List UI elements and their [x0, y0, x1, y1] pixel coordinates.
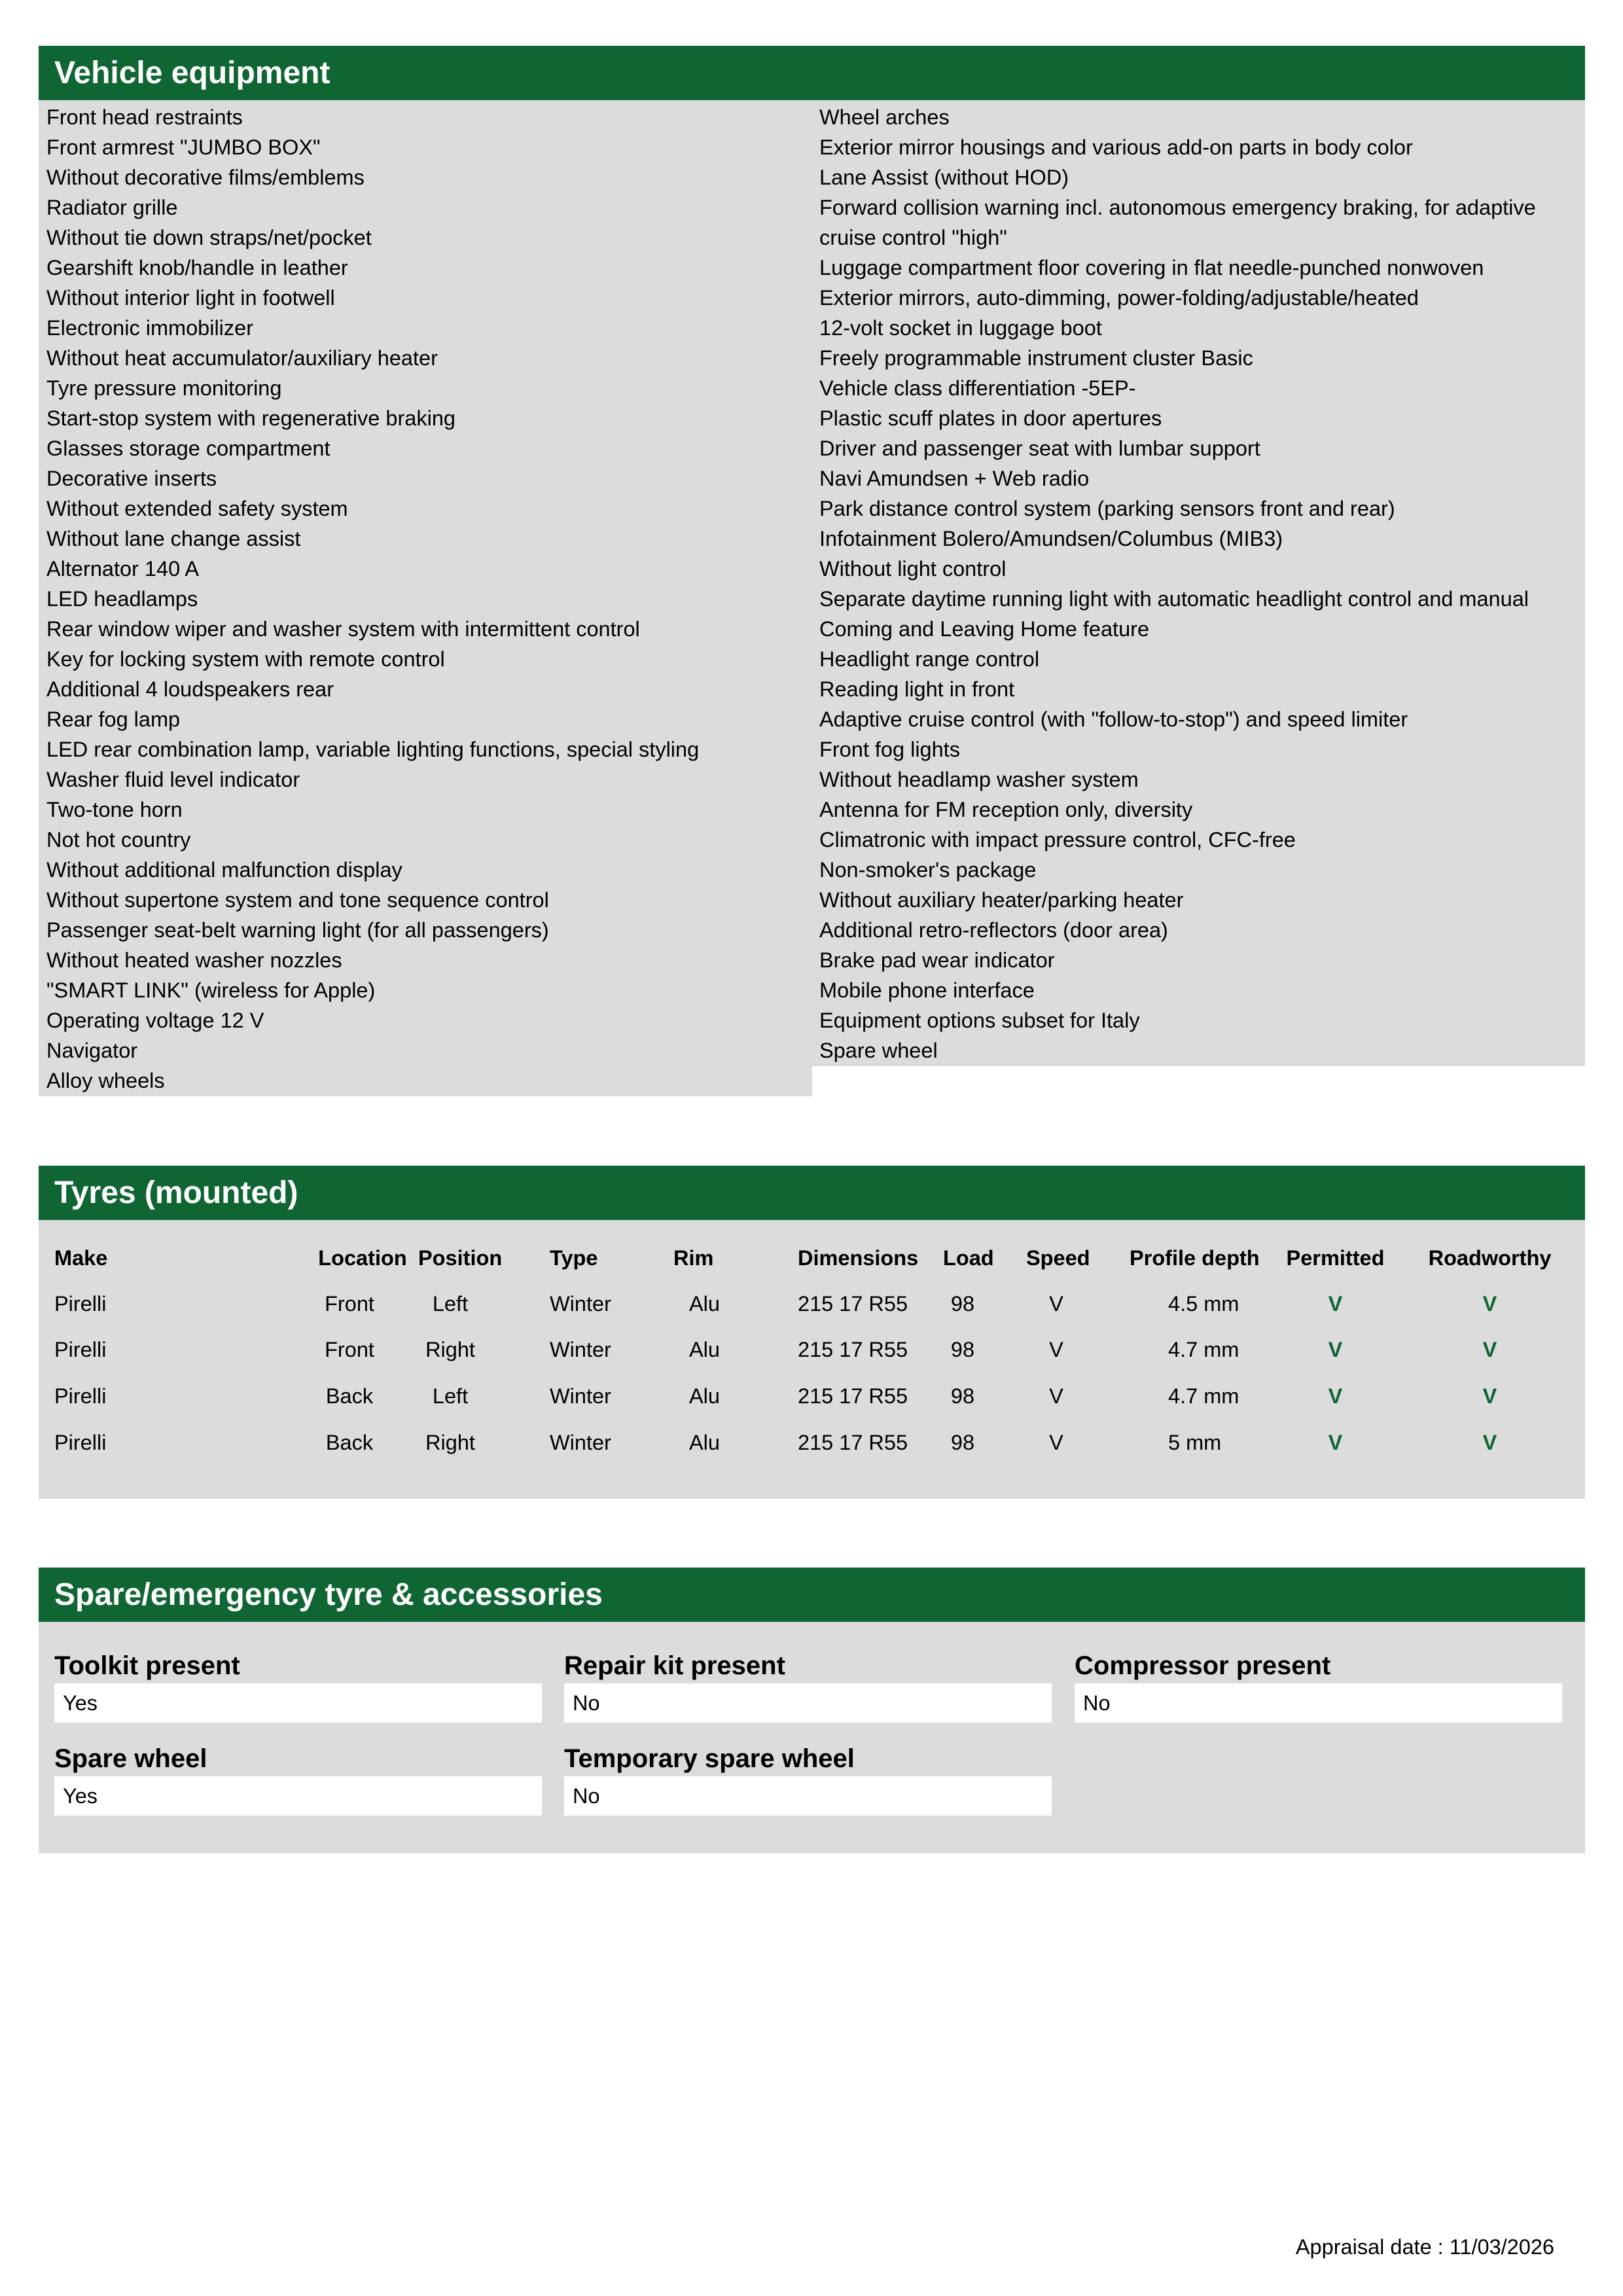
equipment-item: Start-stop system with regenerative braking — [46, 406, 455, 430]
roadworthy-check-icon: V — [1482, 1384, 1497, 1408]
equipment-item: Exterior mirror housings and various add-on parts in body color — [819, 135, 1413, 159]
equipment-item: "SMART LINK" (wireless for Apple) — [46, 978, 376, 1002]
equipment-item: Without additional malfunction display — [46, 858, 402, 882]
permitted-check-icon: V — [1328, 1431, 1343, 1454]
cell-type: Winter — [550, 1431, 611, 1454]
compressor-label: Compressor present — [1075, 1651, 1331, 1680]
cell-type: Winter — [550, 1384, 611, 1408]
spare-header — [39, 1568, 1585, 1622]
cell-rim: Alu — [689, 1338, 720, 1361]
cell-dimensions: 215 17 R55 — [798, 1431, 908, 1454]
column-header-profile-depth: Profile depth — [1130, 1246, 1260, 1270]
tyres-header — [39, 1166, 1585, 1220]
cell-position: Left — [432, 1384, 469, 1408]
equipment-item: Additional retro-reflectors (door area) — [819, 918, 1168, 942]
equipment-item: Without tie down straps/net/pocket — [46, 226, 372, 249]
cell-dimensions: 215 17 R55 — [798, 1292, 908, 1316]
column-header-load: Load — [943, 1246, 994, 1270]
roadworthy-check-icon: V — [1482, 1431, 1497, 1454]
cell-load: 98 — [950, 1431, 975, 1454]
equipment-item: Brake pad wear indicator — [819, 948, 1055, 972]
equipment-item: LED rear combination lamp, variable lighting functions, special styling — [46, 738, 700, 761]
cell-make: Pirelli — [54, 1384, 107, 1408]
equipment-item: Navi Amundsen + Web radio — [819, 467, 1090, 490]
temporary-spare-wheel-label: Temporary spare wheel — [564, 1744, 855, 1773]
equipment-item: Tyre pressure monitoring — [46, 376, 282, 400]
equipment-item: Without headlamp washer system — [819, 768, 1139, 791]
cell-make: Pirelli — [54, 1338, 107, 1361]
column-header-rim: Rim — [673, 1246, 714, 1270]
cell-profile-depth: 4.7 mm — [1168, 1338, 1240, 1361]
equipment-item: Infotainment Bolero/Amundsen/Columbus (MIB3) — [819, 527, 1283, 550]
toolkit-label: Toolkit present — [54, 1651, 240, 1680]
equipment-item: Electronic immobilizer — [46, 316, 254, 340]
equipment-item: Passenger seat-belt warning light (for all passengers) — [46, 918, 549, 942]
equipment-item: Reading light in front — [819, 677, 1015, 701]
cell-type: Winter — [550, 1338, 611, 1361]
equipment-item: Wheel arches — [819, 105, 950, 129]
column-header-position: Position — [418, 1246, 503, 1270]
equipment-item: Rear window wiper and washer system with intermittent control — [46, 617, 640, 641]
equipment-list-right — [812, 100, 1585, 1066]
permitted-check-icon: V — [1328, 1384, 1343, 1408]
cell-dimensions: 215 17 R55 — [798, 1384, 908, 1408]
equipment-item: Park distance control system (parking sensors front and rear) — [819, 497, 1395, 520]
column-header-permitted: Permitted — [1286, 1246, 1385, 1270]
equipment-item: Key for locking system with remote control — [46, 647, 445, 671]
repair-kit-label: Repair kit present — [564, 1651, 785, 1680]
equipment-item: Alternator 140 A — [46, 557, 200, 581]
cell-position: Right — [425, 1338, 475, 1361]
cell-location: Back — [325, 1384, 374, 1408]
equipment-item: Without heat accumulator/auxiliary heater — [46, 346, 438, 370]
appraisal-date: Appraisal date : 11/03/2026 — [1295, 2235, 1554, 2259]
permitted-check-icon: V — [1328, 1292, 1343, 1316]
cell-profile-depth: 4.5 mm — [1168, 1292, 1240, 1316]
equipment-item: Gearshift knob/handle in leather — [46, 256, 348, 279]
repair-kit-value: No — [564, 1683, 1052, 1723]
spare-wheel-value: Yes — [54, 1776, 542, 1816]
equipment-item: Separate daytime running light with automatic headlight control and manual — [819, 587, 1529, 611]
equipment-item: Alloy wheels — [46, 1069, 165, 1092]
column-header-speed: Speed — [1026, 1246, 1090, 1270]
cell-dimensions: 215 17 R55 — [798, 1338, 908, 1361]
equipment-item: Driver and passenger seat with lumbar support — [819, 437, 1260, 460]
equipment-item: Spare wheel — [819, 1039, 938, 1062]
equipment-item: Coming and Leaving Home feature — [819, 617, 1150, 641]
vehicle-equipment-header — [39, 46, 1585, 100]
equipment-item: Exterior mirrors, auto-dimming, power-folding/adjustable/heated — [819, 286, 1419, 310]
column-header-type: Type — [550, 1246, 598, 1270]
column-header-location: Location — [318, 1246, 407, 1270]
cell-position: Right — [425, 1431, 475, 1454]
equipment-item: Without auxiliary heater/parking heater — [819, 888, 1184, 912]
equipment-item: Front armrest "JUMBO BOX" — [46, 135, 321, 159]
equipment-item: Not hot country — [46, 828, 191, 852]
cell-make: Pirelli — [54, 1292, 107, 1316]
equipment-item: Antenna for FM reception only, diversity — [819, 798, 1193, 821]
equipment-item: Decorative inserts — [46, 467, 217, 490]
tyres-table — [39, 1220, 1585, 1499]
cell-rim: Alu — [689, 1431, 720, 1454]
cell-speed: V — [1049, 1292, 1063, 1316]
equipment-item: Operating voltage 12 V — [46, 1009, 264, 1032]
toolkit-value: Yes — [54, 1683, 542, 1723]
equipment-item: Two-tone horn — [46, 798, 183, 821]
equipment-item: Front head restraints — [46, 105, 243, 129]
equipment-item: Front fog lights — [819, 738, 960, 761]
cell-rim: Alu — [689, 1384, 720, 1408]
equipment-item: Rear fog lamp — [46, 708, 181, 731]
equipment-item: Without lane change assist — [46, 527, 301, 550]
equipment-item: Washer fluid level indicator — [46, 768, 300, 791]
cell-load: 98 — [950, 1384, 975, 1408]
equipment-item: Adaptive cruise control (with "follow-to-stop") and speed limiter — [819, 708, 1408, 731]
spare-accessories-panel — [39, 1622, 1585, 1854]
cell-load: 98 — [950, 1292, 975, 1316]
equipment-list-left — [39, 100, 812, 1096]
cell-position: Left — [432, 1292, 469, 1316]
equipment-item: Mobile phone interface — [819, 978, 1035, 1002]
equipment-item: Equipment options subset for Italy — [819, 1009, 1140, 1032]
equipment-item: Freely programmable instrument cluster Basic — [819, 346, 1253, 370]
equipment-item: Additional 4 loudspeakers rear — [46, 677, 334, 701]
section-title: Tyres (mounted) — [54, 1175, 298, 1210]
equipment-item: Non-smoker's package — [819, 858, 1037, 882]
section-title: Vehicle equipment — [54, 56, 330, 90]
equipment-item: Without extended safety system — [46, 497, 348, 520]
equipment-item: Without light control — [819, 557, 1007, 581]
cell-speed: V — [1049, 1431, 1063, 1454]
column-header-dimensions: Dimensions — [798, 1246, 919, 1270]
equipment-item: Without interior light in footwell — [46, 286, 335, 310]
equipment-item: 12-volt socket in luggage boot — [819, 316, 1102, 340]
compressor-value: No — [1075, 1683, 1562, 1723]
equipment-item: Luggage compartment floor covering in flat needle-punched nonwoven — [819, 256, 1484, 279]
column-header-roadworthy: Roadworthy — [1428, 1246, 1552, 1270]
cell-profile-depth: 5 mm — [1168, 1431, 1222, 1454]
cell-speed: V — [1049, 1338, 1063, 1361]
equipment-item: Headlight range control — [819, 647, 1040, 671]
equipment-item: Navigator — [46, 1039, 138, 1062]
cell-location: Back — [325, 1431, 374, 1454]
cell-speed: V — [1049, 1384, 1063, 1408]
section-title: Spare/emergency tyre & accessories — [54, 1577, 603, 1612]
cell-load: 98 — [950, 1338, 975, 1361]
cell-location: Front — [325, 1292, 374, 1316]
spare-wheel-label: Spare wheel — [54, 1744, 207, 1773]
equipment-item: Radiator grille — [46, 196, 178, 219]
equipment-item: Lane Assist (without HOD) — [819, 166, 1069, 189]
equipment-item: Without supertone system and tone sequence control — [46, 888, 549, 912]
equipment-item: Climatronic with impact pressure control, CFC-free — [819, 828, 1296, 852]
equipment-item: Without heated washer nozzles — [46, 948, 342, 972]
equipment-item: Vehicle class differentiation -5EP- — [819, 376, 1136, 400]
cell-make: Pirelli — [54, 1431, 107, 1454]
roadworthy-check-icon: V — [1482, 1292, 1497, 1316]
equipment-item: Plastic scuff plates in door apertures — [819, 406, 1162, 430]
equipment-item: Glasses storage compartment — [46, 437, 330, 460]
permitted-check-icon: V — [1328, 1338, 1343, 1361]
cell-location: Front — [325, 1338, 374, 1361]
equipment-item: LED headlamps — [46, 587, 198, 611]
column-header-make: Make — [54, 1246, 108, 1270]
equipment-item: Forward collision warning incl. autonomous emergency braking, for adaptive cruise control "high" — [819, 196, 1536, 249]
cell-type: Winter — [550, 1292, 611, 1316]
cell-profile-depth: 4.7 mm — [1168, 1384, 1240, 1408]
temporary-spare-wheel-value: No — [564, 1776, 1052, 1816]
cell-rim: Alu — [689, 1292, 720, 1316]
equipment-item: Without decorative films/emblems — [46, 166, 365, 189]
roadworthy-check-icon: V — [1482, 1338, 1497, 1361]
